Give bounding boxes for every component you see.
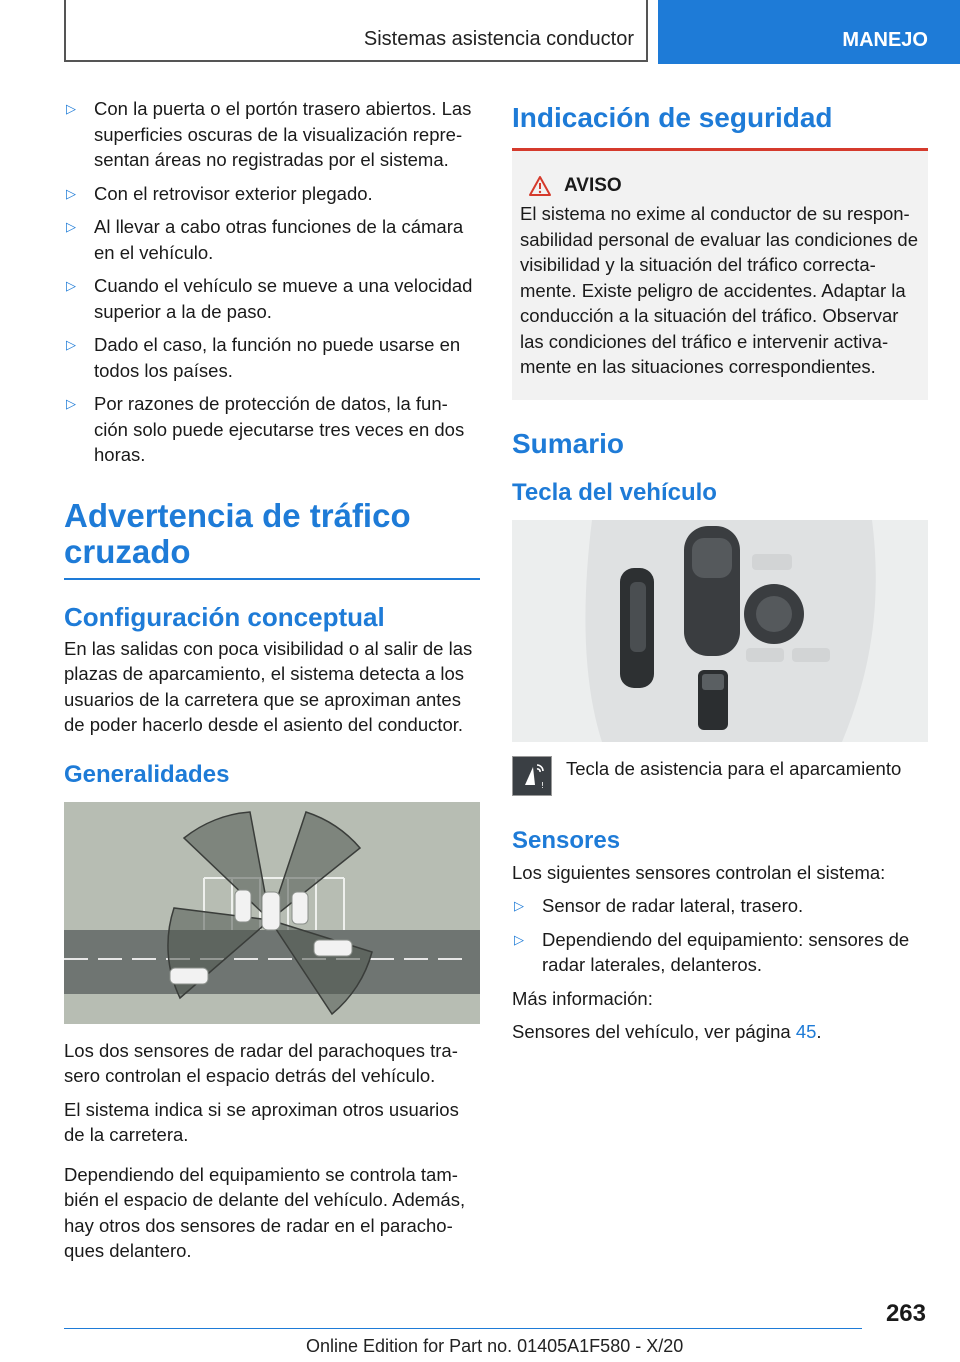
warning-title: AVISO [564, 175, 622, 196]
condition-list [64, 96, 480, 468]
triangle-bullet-icon: ▷ [66, 101, 76, 116]
warning-triangle-icon [528, 175, 552, 197]
paragraph: En las salidas con poca visibilidad o al salir de las plazas de aparcamiento, el sistema detecta a los usuarios de la carretera que se aproximan antes de poder hacerlo desde el asiento del conductor. [64, 637, 473, 735]
paragraph: Dependiendo del equipamiento se controla tam-bién el espacio de delante del vehículo. Además, hay otros dos sensores de radar en el paracho-ques delantero. [64, 1163, 466, 1261]
page-reference-link[interactable]: 45 [795, 1021, 817, 1042]
list-item: ▷ Sensor de radar lateral, trasero. [512, 893, 928, 919]
footer-edition: Online Edition for Part no. 01405A1F580 - X/20 [306, 1336, 684, 1356]
section-title: Advertencia de tráfico cruzado [64, 496, 411, 570]
section-title: Sumario [512, 427, 625, 459]
list-item: ▷ Por razones de protección de datos, la fun-ción solo puede ejecutarse tres veces en dos horas. [66, 393, 465, 465]
subsection-title: Generalidades [64, 760, 230, 788]
header-section-tab [658, 0, 960, 64]
warning-text: El sistema no exime al conductor de su respon-sabilidad personal de evaluar las condiciones de visibilidad y la situación del tráfico correcta-mente. Existe peligro de accidentes. Adaptar la conducción a la situación del tráfico. Observar las condiciones del tráfico e intervenir activa-mente en las situaciones correspondientes. [520, 203, 919, 377]
right-column [512, 96, 928, 1053]
triangle-bullet-icon: ▷ [514, 931, 524, 947]
list-item: ▷ Cuando el vehículo se mueve a una velocidad superior a la de paso. [66, 275, 473, 322]
paragraph: Más información: [512, 987, 653, 1009]
list-item: ▷ Dependiendo del equipamiento: sensores de radar laterales, delanteros. [514, 928, 910, 975]
triangle-bullet-icon: ▷ [66, 185, 76, 201]
parking-assist-button-icon [512, 756, 552, 796]
warning-header [528, 175, 920, 197]
subsection-title: Configuración conceptual [64, 601, 385, 632]
subsection-title: Sensores [512, 826, 621, 854]
center-console-photo [512, 520, 928, 742]
radar-zones-graphic [64, 802, 480, 1024]
paragraph: Los dos sensores de radar del parachoques tra-sero controlan el espacio detrás del vehículo. [64, 1039, 458, 1086]
header-title-box [64, 0, 648, 62]
section-divider [64, 578, 480, 580]
section-title: Indicación de seguridad [512, 102, 833, 133]
warning-box [512, 148, 928, 400]
triangle-bullet-icon: ▷ [66, 396, 76, 411]
header-section-label: MANEJO [842, 29, 928, 51]
triangle-bullet-icon: ▷ [514, 898, 524, 913]
list-item: ▷ Al llevar a cabo otras funciones de la cámara en el vehículo. [66, 216, 464, 263]
page-number: 263 [885, 1300, 926, 1327]
page-header [0, 0, 960, 66]
paragraph: El sistema indica si se aproximan otros usuarios de la carretera. [64, 1098, 459, 1145]
cross-traffic-illustration [64, 802, 480, 1024]
sensor-list [512, 893, 928, 978]
list-item: ▷ Con la puerta o el portón trasero abiertos. Las superficies oscuras de la visualización repre-sentan áreas no registradas por el sistema. [66, 98, 472, 170]
header-title: Sistemas asistencia conductor [363, 28, 634, 50]
reference-paragraph: Sensores del vehículo, ver página 45. [512, 1021, 822, 1042]
left-column [64, 96, 480, 1272]
button-legend [512, 756, 928, 796]
console-graphic [512, 520, 928, 742]
list-item: ▷ Con el retrovisor exterior plegado. [64, 181, 480, 207]
paragraph: Los siguientes sensores controlan el sistema: [512, 861, 886, 883]
list-item: ▷ Dado el caso, la función no puede usarse en todos los países. [66, 334, 461, 381]
triangle-bullet-icon: ▷ [66, 278, 76, 293]
subsection-title: Tecla del vehículo [512, 478, 717, 506]
svg-text:!: ! [541, 780, 545, 790]
triangle-bullet-icon: ▷ [66, 337, 76, 352]
footer-divider [64, 1328, 862, 1329]
button-caption: Tecla de asistencia para el aparcamiento [566, 757, 902, 779]
triangle-bullet-icon: ▷ [66, 219, 76, 234]
